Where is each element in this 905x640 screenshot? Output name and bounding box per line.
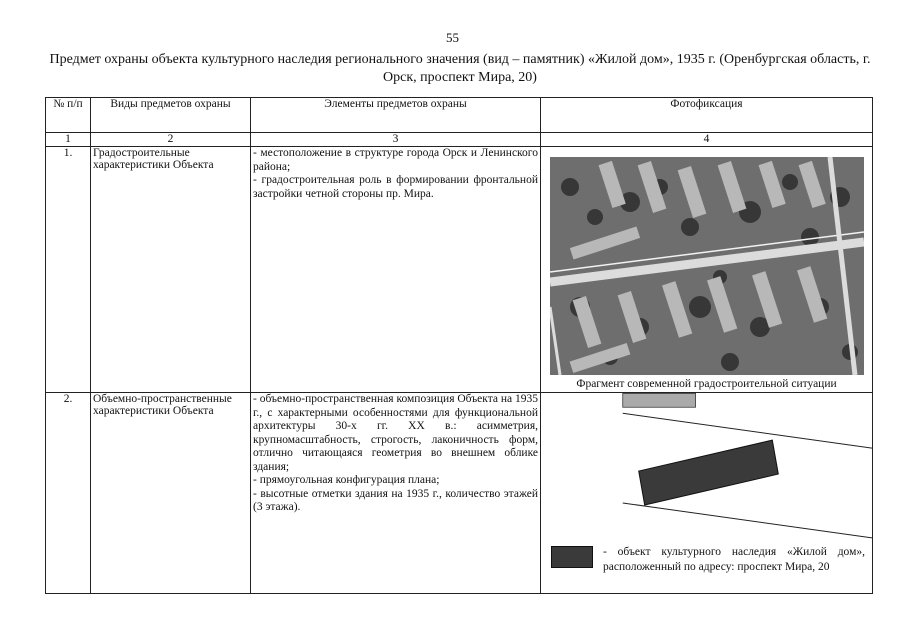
header-types: Виды предметов охраны [91, 98, 251, 133]
table-header-row [46, 98, 873, 133]
colnum-3: 3 [251, 133, 541, 147]
object-building-shape [639, 440, 779, 505]
street-line [623, 503, 872, 538]
header-num: № п/п [46, 98, 91, 133]
colnum-1: 1 [46, 133, 91, 147]
column-numbers-row [46, 133, 873, 147]
colnum-2: 2 [91, 133, 251, 147]
document-title: Предмет охраны объекта культурного наследия регионального значения (вид – памятник) «Жилой дом», 1935 г. (Оренбургская область, г. Орск, проспект Мира, 20) [49, 52, 871, 85]
row-type: Градостроительные характеристики Объекта [91, 147, 251, 393]
element-item: - местоположение в структуре города Орск и Ленинского района; [253, 147, 538, 173]
row-elements [251, 147, 541, 393]
table-row [46, 393, 873, 594]
neighbor-building-shape [623, 393, 696, 407]
legend-swatch [551, 546, 593, 568]
colnum-4: 4 [541, 133, 873, 147]
aerial-photo [550, 157, 864, 375]
element-item: - объемно-пространственная композиция Объекта на 1935 г., с характерными особенностями для функциональной архитектуры 30-х гг. XX в.: асимметрия, крупномасштабность, строгость, лаконичность форм, отлично читающаяся геометрия во внешнем облике здания; [253, 393, 538, 473]
element-item: - прямоугольная конфигурация плана; [253, 474, 440, 486]
table-row [46, 147, 873, 393]
header-elements: Элементы предметов охраны [251, 98, 541, 133]
aerial-photo-graphic [550, 157, 864, 375]
street-line [623, 413, 872, 448]
row-elements [251, 393, 541, 594]
element-item: - высотные отметки здания на 1935 г., количество этажей (3 этажа). [253, 487, 538, 513]
row-type: Объемно-пространственные характеристики Объекта [91, 393, 251, 594]
row-number: 2. [46, 393, 91, 594]
element-item: - градостроительная роль в формировании фронтальной застройки четной стороны пр. Мира. [253, 174, 538, 200]
page-number: 55 [446, 30, 459, 45]
photo-caption: Фрагмент современной градостроительной ситуации [576, 378, 837, 390]
protection-table [45, 97, 873, 594]
row-number: 1. [46, 147, 91, 393]
header-photo: Фотофиксация [541, 98, 873, 133]
scheme-cell [541, 393, 873, 594]
photo-cell [541, 147, 873, 393]
legend-text: - объект культурного наследия «Жилой дом», расположенный по адресу: проспект Мира, 20 [603, 546, 865, 573]
